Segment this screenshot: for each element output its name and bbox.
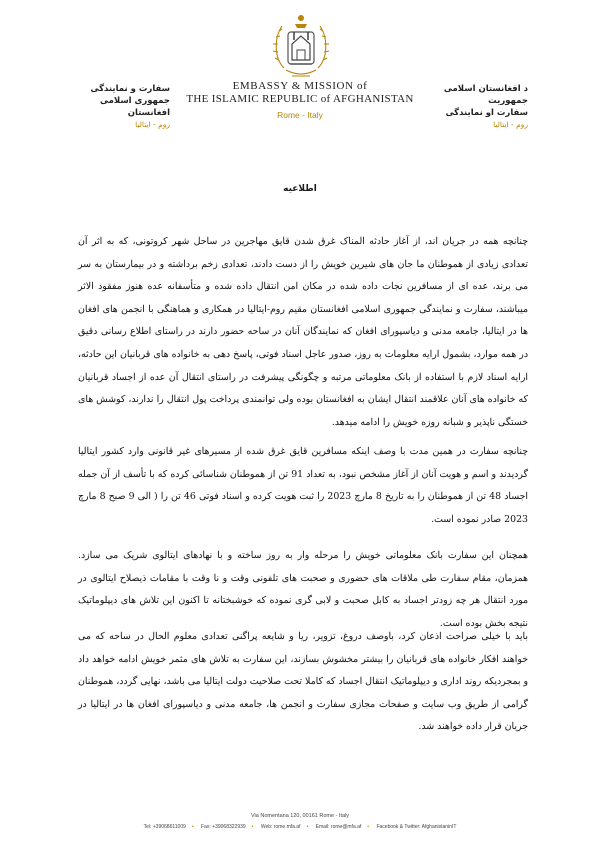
header-right-block [410, 83, 528, 131]
header-center-block [170, 80, 430, 120]
header-en-location: Rome - Italy [277, 110, 323, 120]
separator-dot: • [191, 824, 194, 830]
header-left-block [60, 83, 170, 131]
footer-web: Web: rome.mfa.af [260, 824, 301, 830]
afghanistan-emblem-icon [270, 10, 332, 82]
header-right-line1: د افغانستان اسلامی جمهوریت [443, 84, 528, 106]
footer-contacts [0, 823, 600, 832]
footer-email: Email: rome@mfa.af [315, 824, 362, 830]
separator-dot: • [367, 824, 370, 830]
header-right-location: روم - ایتالیا [493, 120, 528, 129]
paragraph-3: همچنان این سفارت بانک معلوماتی خویش را مرحله وار به روز ساخته و با نهادهای ایتالوی شریک می سازد. همزمان، مقام سفارت طی ملاقات های حضوری و صحبت های تلفونی وقت و نا وقت با مقامات ذیصلاح ایتالوی در مورد انتقال هر چه زودتر اجساد به کابل صحبت و لابی گری نموده که خوشبختانه تا اکنون این تلاش های دیپلوماتیک نتیجه بخش بوده است. [78, 550, 528, 629]
paragraph-4: باید با خیلی صراحت اذعان کرد، باوصف دروغ، تزویر، ریا و شایعه پراگنی تعدادی معلوم الحال در ساحه که می خواهند افکار خانواده های قربانیان را بیشتر مخشوش بسازند، این سفارت به تلاش های مثمر خویش ادامه خواهد داد و بمجردیکه روند اداری و دیپلوماتیک انتقال اجساد که کاملا تحت صلاحیت دولت ایتالیا می باشد، نهایی گردد، هموطنان گرامی از طریق وب سایت و صفحات مجازی سفارت و انجمن ها، جامعه مدنی و دیاسپورای افغان ها در ایتالیا در جریان قرار داده خواهند شد. [78, 631, 528, 733]
paragraph-1: چنانچه همه در جریان اند، از آغاز حادثه المناک غرق شدن قایق مهاجرین در ساحل شهر کروتونی، که به اثر آن تعدادی زیادی از هموطنان ما جان های شیرین خویش را از دست دادند، تعدادی زخم برداشته و در بیمارستان به سر می برند، عده ای از مسافرین نجات داده شده در مکان امن انتقال داده شده و متأسفانه عده هنوز مفقود الاثر میباشند، سفارت و نمایندگی جمهوری اسلامی افغانستان مقیم روم-ایتالیا در همکاری و هماهنگی با انجمن های افغان ها در ایتالیا، جامعه مدنی و دیاسپورای افغان که نمایندگان آنان در ساحه حضور دارند در راستای اطلاع رسانی دقیق در همه موارد، بشمول ارایه معلومات به روز، صدور عاجل اسناد فوتی، پاسخ دهی به خانواده های قربانیان این حادثه، ارایه اسناد لازم با استفاده از بانک معلوماتی مرتبه و چگونگی پیشرفت در راستای انتقال آن عده از اجساد قربانیان که خانواده های آنان علاقمند انتقال ایشان به افغانستان بوده ولی توانمندی پرداخت پول انتقال را ندارند، کوشش های خستگی ناپذیر و شبانه روزه خویش را ادامه میدهد. [78, 236, 528, 428]
footer-tel: Tel: +39068611009 [143, 824, 186, 830]
header-left-line2: جمهوری اسلامی افغانستان [100, 96, 170, 118]
document-title: اطلاعیه [283, 184, 317, 194]
letterhead-footer [0, 812, 600, 832]
separator-dot: • [306, 824, 309, 830]
footer-social: Facebook & Twitter: AfghanistaninIT [376, 824, 457, 830]
header-left-location: روم - ایتالیا [135, 120, 170, 129]
separator-dot: • [251, 824, 254, 830]
footer-address: Via Nomentana 120, 00161 Rome - Italy [250, 813, 350, 819]
paragraph-2: چنانچه سفارت در همین مدت با وصف اینکه مسافرین قایق غرق شده از مسیرهای غیر قانونی وارد کشور ایتالیا گردیدند و اسم و هویت آنان از آغاز مشخص نبود، به تعداد 91 تن از هموطنان شناسائی کرده که با تأسف از آن جمله اجساد 48 تن از هموطنان را به تاریخ 8 مارچ 2023 را ثبت هویت کرده و اسناد فوتی 46 تن را ( الی 9 صبح 8 مارچ 2023 صادر نموده است. [78, 446, 528, 525]
header-right-line2: سفارت او نمایندگی [445, 108, 528, 118]
header-left-line1: سفارت و نمایندگی [90, 84, 170, 94]
header-en-line2: THE ISLAMIC REPUBLIC of AFGHANISTAN [186, 93, 414, 105]
footer-fax: Fax: +39068322939 [201, 824, 246, 830]
header-en-line1: EMBASSY & MISSION of [232, 80, 368, 92]
